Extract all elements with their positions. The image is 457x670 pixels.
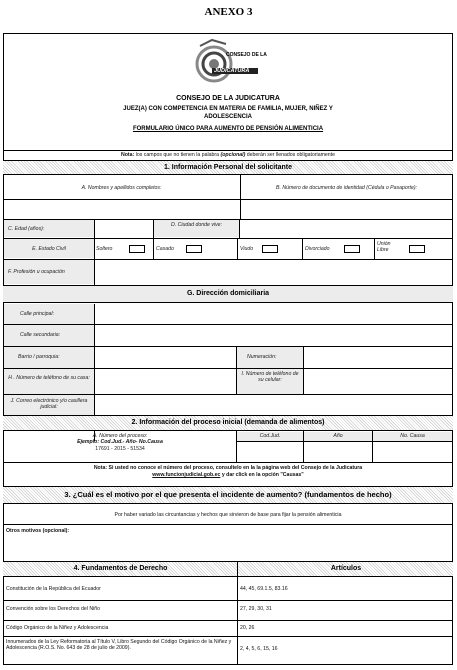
- judicature-logo: [190, 38, 270, 90]
- note-process-number: Nota: Si usted no conoce el número del proceso, consultelo en la la página web del Consejo de la Judicatura: [93, 465, 363, 471]
- city-label-cell: [154, 220, 239, 237]
- civil-label-cell: [4, 239, 94, 258]
- col-case-number: [373, 432, 452, 441]
- id-label-cell: [240, 175, 453, 199]
- city-label: D. Ciudad donde vive:: [170, 222, 223, 228]
- age-label-cell: [4, 220, 94, 237]
- process-example-value: 17691 - 2015 - 51534: [95, 446, 145, 452]
- divider: [237, 561, 238, 665]
- section-3-header: [3, 486, 453, 504]
- civil-option-divorced: Divorciado: [305, 246, 330, 252]
- note-text: los campos que no tienen la palabra: [135, 152, 220, 158]
- number-label: Numeración:: [247, 354, 277, 360]
- divider: [237, 239, 238, 259]
- age-input[interactable]: [95, 220, 153, 237]
- articles-row-1: 44, 45, 69.1.5, 83.16: [240, 586, 288, 592]
- home-phone-label: H . Número de teléfono de su casa:: [8, 375, 90, 381]
- civil-status-label: E. Estado Civil: [32, 246, 66, 252]
- number-input[interactable]: [304, 347, 452, 368]
- law-row-4: Innumerados de la Ley Reformatoria al Título V, Libro Segundo del Código Orgánico de la Niñez y Adolescencia (R.O.S. No. 643 de 28 de julio de 2009).: [6, 639, 232, 652]
- note-label: Nota:: [120, 152, 135, 158]
- email-label-cell: [4, 395, 94, 415]
- process-example-label: Ejemplo: Cod.Jud.- Año- No.Causa: [77, 439, 163, 445]
- note-rest: deberán ser llenados obligatoriamente: [246, 152, 336, 158]
- judicial-website-link[interactable]: www.funcionjudicial.gob.ec: [152, 472, 221, 478]
- case-number-input[interactable]: [373, 442, 452, 462]
- id-label: B. Número de documento de identidad (Cédula o Pasaporte):: [275, 185, 417, 191]
- other-reasons-label: Otros motivos (opcional):: [6, 528, 70, 534]
- process-number-cell: [4, 432, 236, 462]
- second-street-label: Calle secundaria:: [20, 332, 61, 338]
- articles-row-3: 20, 26: [240, 625, 255, 631]
- law-row-2: Convención sobre los Derechos del Niño: [6, 606, 101, 612]
- main-street-label: Calle principal:: [20, 311, 55, 317]
- civil-option-single: Soltero: [96, 246, 113, 252]
- home-phone-input[interactable]: [95, 369, 236, 394]
- section-3-title: 3. ¿Cuál es el motivo por el que presenta el incidente de aumento? (fundamentos de hecho): [64, 490, 392, 499]
- form-title: FORMULARIO ÚNICO PARA AUMENTO DE PENSIÓN ALIMENTICIA: [132, 126, 324, 132]
- col-case-number-label: No. Causa: [400, 433, 425, 439]
- cod-jud-input[interactable]: [237, 442, 303, 462]
- divider: [94, 239, 95, 259]
- age-label: C. Edad (años):: [8, 226, 45, 232]
- section-2-title: 2. Información del proceso inicial (demanda de alimentos): [131, 419, 325, 426]
- articles-row-2: 27, 29, 30, 31: [240, 606, 272, 612]
- main-street-input[interactable]: [95, 304, 452, 324]
- cell-phone-input[interactable]: [304, 369, 452, 394]
- section-1-title: 1. Información Personal del solicitante: [164, 164, 292, 171]
- annex-title: ANEXO 3: [204, 6, 253, 18]
- logo-text-line2: JUDICATURA: [214, 68, 250, 74]
- col-cod-jud-label: Cod.Jud.: [259, 433, 281, 439]
- logo-swirl-icon: [190, 38, 270, 90]
- civil-option-free-union: Unión Libre: [377, 241, 391, 253]
- profession-input[interactable]: [95, 260, 452, 284]
- note-optional-word: (opcional): [220, 152, 246, 158]
- second-street-label-cell: [4, 325, 94, 346]
- divider: [3, 524, 453, 525]
- cell-phone-label: I. Número de teléfono de su celular:: [241, 371, 299, 383]
- reason-text: Por haber variado las circuntancias y hechos que sirvieron de base para fijar la pensión alimenticia: [114, 512, 342, 518]
- civil-option-married: Casado: [156, 246, 174, 252]
- section-g-title: G. Dirección domiciliaria: [186, 290, 270, 297]
- note-process-link-line: [3, 472, 453, 478]
- divider: [3, 150, 453, 151]
- email-label: J. Correo electrónico y/o casillera judicial:: [10, 398, 88, 410]
- section-2-header: [3, 415, 453, 431]
- divider: [3, 462, 453, 463]
- profession-label: F. Profesión u ocupación: [8, 269, 65, 275]
- cell-phone-label-cell: [237, 369, 303, 394]
- names-label-cell: [3, 175, 240, 199]
- divider: [3, 600, 453, 601]
- email-input[interactable]: [95, 395, 452, 415]
- divider: [3, 636, 453, 637]
- divider: [153, 239, 154, 259]
- home-phone-label-cell: [4, 369, 94, 394]
- section-g-header: [3, 285, 453, 303]
- names-label: A. Nombres y apellidos completos:: [81, 185, 162, 191]
- col-cod-jud: [237, 432, 303, 441]
- judge-line-1: JUEZ(A) CON COMPETENCIA EN MATERIA DE FAMILIA, MUJER, NIÑEZ Y: [123, 106, 333, 112]
- neighborhood-label: Barrio / parroquia:: [18, 354, 60, 360]
- year-input[interactable]: [304, 442, 372, 462]
- main-street-label-cell: [4, 304, 94, 324]
- neighborhood-input[interactable]: [95, 347, 236, 368]
- profession-label-cell: [4, 260, 94, 284]
- note-process-rest: y dar click en la opción "Causas": [221, 472, 304, 478]
- second-street-input[interactable]: [95, 325, 452, 346]
- col-year-label: Año: [333, 433, 343, 439]
- council-title: CONSEJO DE LA JUDICATURA: [176, 95, 280, 102]
- city-input[interactable]: [240, 220, 452, 237]
- section-1-header: [3, 160, 453, 175]
- articles-col-header: Artículos: [330, 565, 362, 572]
- single-checkbox[interactable]: [129, 245, 145, 253]
- neighborhood-label-cell: [4, 347, 94, 368]
- divider: [374, 239, 375, 259]
- married-checkbox[interactable]: [186, 245, 202, 253]
- civil-option-widowed: Viudo: [240, 246, 254, 252]
- law-row-1: Constitución de la República del Ecuador: [6, 586, 101, 592]
- widowed-checkbox[interactable]: [262, 245, 278, 253]
- id-number-input[interactable]: [241, 200, 452, 218]
- divider: [3, 620, 453, 621]
- section-4-title: 4. Fundamentos de Derecho: [73, 565, 168, 572]
- number-label-cell: [237, 347, 303, 368]
- process-number-label: A. Número del proceso:: [92, 433, 148, 439]
- note-required-fields: [3, 152, 453, 158]
- logo-text-line1: CONSEJO DE LA: [226, 52, 267, 58]
- divorced-checkbox[interactable]: [344, 245, 360, 253]
- free-union-checkbox[interactable]: [409, 245, 425, 253]
- judge-line-2: ADOLESCENCIA: [203, 114, 252, 120]
- col-year: [304, 432, 372, 441]
- names-input[interactable]: [4, 200, 239, 218]
- section-4-header: [3, 561, 453, 577]
- divider: [302, 239, 303, 259]
- other-reasons-input[interactable]: [4, 536, 452, 561]
- law-row-3: Código Orgánico de la Niñez y Adolescencia: [6, 625, 109, 631]
- articles-row-4: 2, 4, 5, 6, 15, 16: [240, 646, 278, 652]
